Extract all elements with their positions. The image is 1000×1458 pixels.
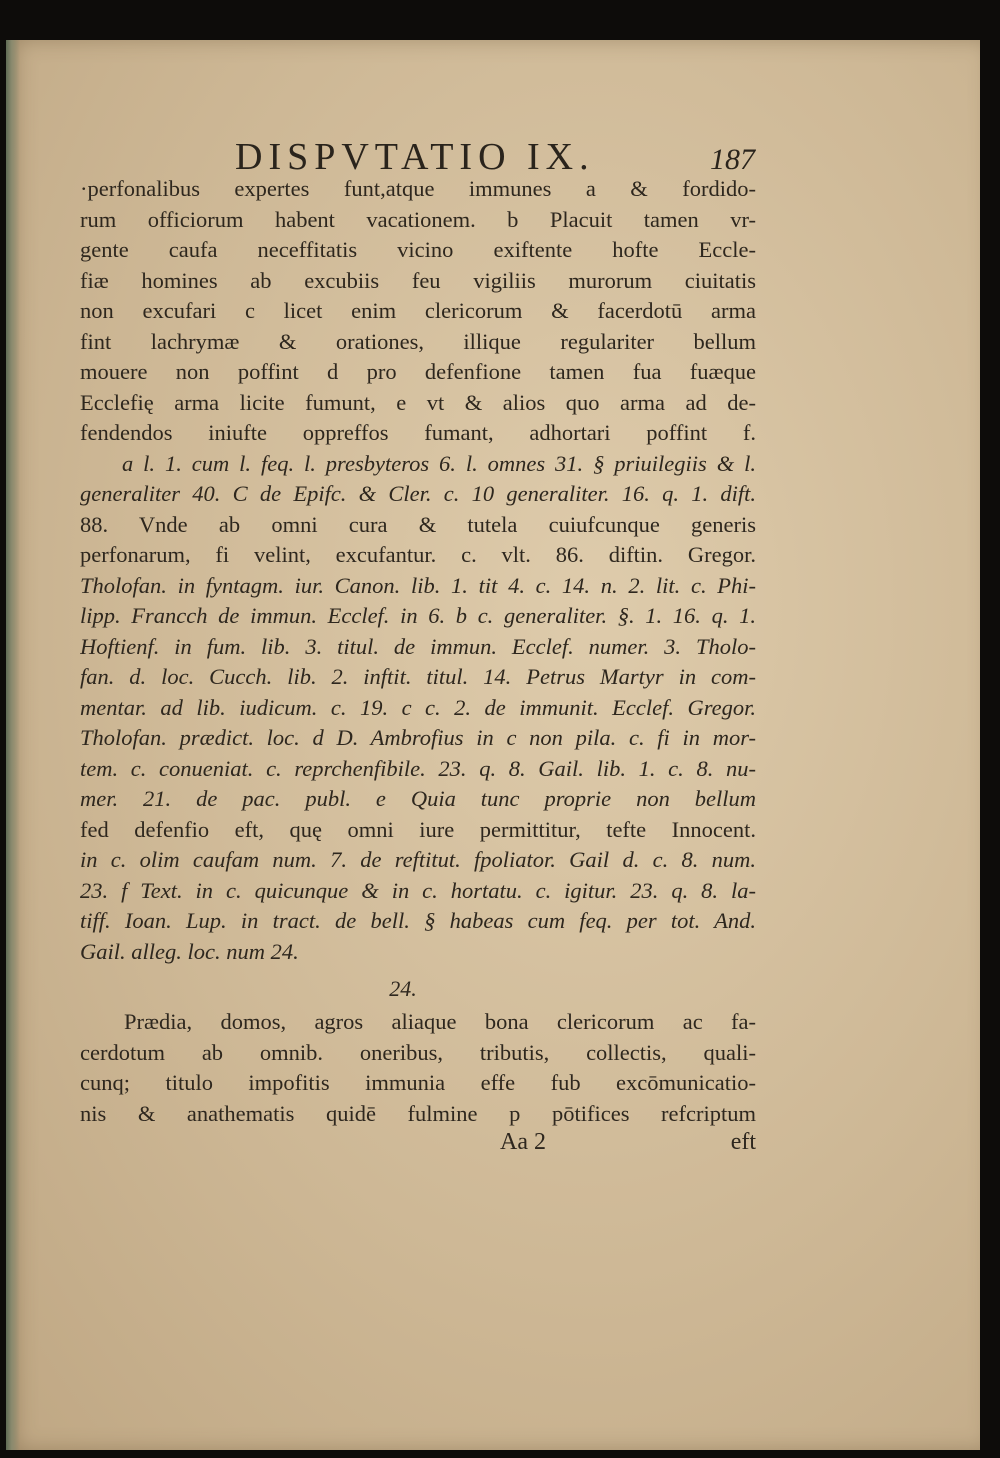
page-footer — [80, 1129, 756, 1161]
text-line: non excufari c licet enim clericorum & facerdotū arma — [80, 298, 756, 323]
section-number: 24. — [389, 976, 417, 1001]
note-line: Tholofan. in fyntagm. iur. Canon. lib. 1. tit 4. c. 14. n. 2. lit. c. Phi- — [80, 572, 756, 598]
note-line: perfonarum, fi velint, excufantur. c. vlt. 86. diftin. Gregor. — [80, 542, 756, 567]
text-line: gente caufa neceffitatis vicino exiftente hofte Eccle- — [80, 237, 756, 262]
text-line: fiæ homines ab excubiis feu vigiliis murorum ciuitatis — [80, 267, 756, 293]
second-paragraph — [80, 1007, 756, 1129]
note-line: mer. 21. de pac. publ. e Quia tunc proprie non bellum — [80, 786, 756, 811]
text-line: cerdotum ab omnib. oneribus, tributis, collectis, quali- — [80, 1039, 756, 1065]
text-line: Prædia, domos, agros aliaque bona clericorum ac fa- — [124, 1009, 756, 1034]
footnotes — [80, 449, 756, 968]
text-line: mouere non poffint d pro defenfione tamen fua fuæque — [80, 359, 756, 384]
catchword: eft — [730, 1129, 756, 1155]
text-line: Ecclefię arma licite fumunt, e vt & alios quo arma ad de- — [80, 389, 756, 415]
book-page — [6, 40, 980, 1450]
text-line: fint lachrymæ & orationes, illique regulariter bellum — [80, 328, 756, 354]
note-line: mentar. ad lib. iudicum. c. 19. c c. 2. de immunit. Ecclef. Gregor. — [80, 694, 756, 720]
note-line: lipp. Francch de immun. Ecclef. in 6. b c. generaliter. §. 1. 16. q. 1. — [80, 603, 756, 628]
note-line: 23. f Text. in c. quicunque & in c. hortatu. c. igitur. 23. q. 8. la- — [80, 877, 756, 903]
main-paragraph — [80, 174, 756, 449]
text-line: fendendos iniufte oppreffos fumant, adhortari poffint f. — [80, 420, 756, 445]
note-line: in c. olim caufam num. 7. de reftitut. fpoliator. Gail d. c. 8. num. — [80, 847, 756, 872]
note-line: generaliter 40. C de Epifc. & Cler. c. 10 generaliter. 16. q. 1. dift. — [80, 481, 756, 506]
page-number: 187 — [710, 143, 755, 176]
note-line: tiff. Ioan. Lup. in tract. de bell. § habeas cum feq. per tot. And. — [80, 908, 756, 933]
text-line: rum officiorum habent vacationem. b Placuit tamen vr- — [80, 206, 756, 232]
note-line: a l. 1. cum l. feq. l. presbyteros 6. l. omnes 31. § priuilegiis & l. — [122, 450, 756, 476]
note-line: Gail. alleg. loc. num 24. — [80, 938, 299, 964]
note-line: fan. d. loc. Cucch. lib. 2. inftit. titul. 14. Petrus Martyr in com- — [80, 664, 756, 689]
note-line: fed defenfio eft, quę omni iure permittitur, tefte Innocent. — [80, 816, 756, 842]
signature-mark: Aa 2 — [500, 1129, 546, 1155]
page-gutter-edge — [6, 40, 20, 1450]
note-line: Hoftienf. in fum. lib. 3. titul. de immun. Ecclef. numer. 3. Tholo- — [80, 633, 756, 659]
note-line: tem. c. conueniat. c. reprchenfibile. 23. q. 8. Gail. lib. 1. c. 8. nu- — [80, 755, 756, 781]
text-line: ·perfonalibus expertes funt,atque immunes a & fordido- — [80, 176, 756, 201]
text-line: cunq; titulo impofitis immunia effe fub excōmunicatio- — [80, 1070, 756, 1095]
text-line: nis & anathematis quidē fulmine p pōtifices refcriptum — [80, 1100, 756, 1126]
running-title: DISPVTATIO IX. — [235, 136, 595, 178]
note-line: Tholofan. prædict. loc. d D. Ambrofius in c non pila. c. fi in mor- — [80, 725, 756, 750]
page-header — [235, 135, 755, 178]
note-line: 88. Vnde ab omni cura & tutela cuiufcunque generis — [80, 511, 756, 537]
page-body — [80, 174, 756, 1161]
